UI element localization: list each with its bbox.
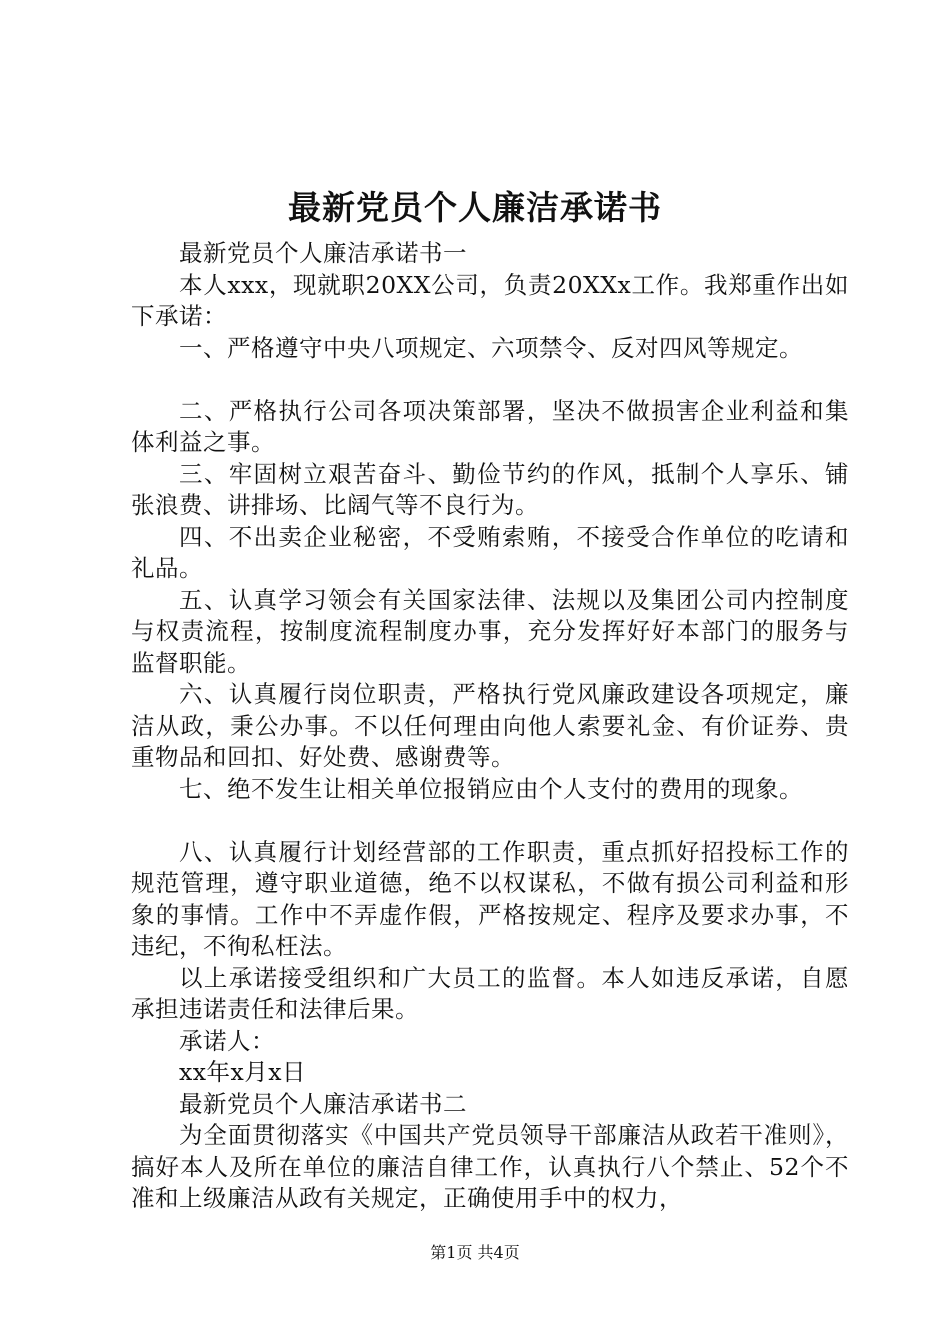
commitment-item-8: 八、认真履行计划经营部的工作职责，重点抓好招投标工作的规范管理，遵守职业道德，绝不以权谋私，不做有损公司利益和形象的事情。工作中不弄虚作假，严格按规定、程序及要求办事，不违纪，不徇私枉法。 <box>131 837 849 960</box>
section-two-paragraph: 为全面贯彻落实《中国共产党员领导干部廉洁从政若干准则》，搞好本人及所在单位的廉洁自律工作，认真执行八个禁止、52个不准和上级廉洁从政有关规定，正确使用手中的权力， <box>131 1121 849 1212</box>
commitment-item-1: 一、严格遵守中央八项规定、六项禁令、反对四风等规定。 <box>179 333 803 362</box>
signatory-label: 承诺人： <box>179 1026 275 1055</box>
document-body <box>131 238 849 1215</box>
intro-paragraph: 本人xxx，现就职20XX公司，负责20XXx工作。我郑重作出如下承诺： <box>131 270 849 330</box>
commitment-item-6: 六、认真履行岗位职责，严格执行党风廉政建设各项规定，廉洁从政，秉公办事。不以任何理由向他人索要礼金、有价证券、贵重物品和回扣、好处费、感谢费等。 <box>131 680 849 771</box>
commitment-item-5: 五、认真学习领会有关国家法律、法规以及集团公司内控制度与权责流程，按制度流程制度办事，充分发挥好好本部门的服务与监督职能。 <box>131 585 849 677</box>
section-heading-one: 最新党员个人廉洁承诺书一 <box>179 239 467 267</box>
commitment-item-2: 二、严格执行公司各项决策部署，坚决不做损害企业利益和集体利益之事。 <box>131 396 849 456</box>
commitment-item-7: 七、绝不发生让相关单位报销应由个人支付的费用的现象。 <box>179 774 803 803</box>
section-heading-two: 最新党员个人廉洁承诺书二 <box>179 1089 467 1118</box>
signature-date: xx年x月x日 <box>179 1058 307 1086</box>
closing-statement: 以上承诺接受组织和广大员工的监督。本人如违反承诺，自愿承担违诺责任和法律后果。 <box>131 963 849 1023</box>
commitment-item-3: 三、牢固树立艰苦奋斗、勤俭节约的作风，抵制个人享乐、铺张浪费、讲排场、比阔气等不良行为。 <box>131 459 849 519</box>
page-footer: 第1页 共4页 <box>430 1243 520 1262</box>
document-title: 最新党员个人廉洁承诺书 <box>288 188 662 227</box>
commitment-item-4: 四、不出卖企业秘密，不受贿索贿，不接受合作单位的吃请和礼品。 <box>131 522 849 582</box>
